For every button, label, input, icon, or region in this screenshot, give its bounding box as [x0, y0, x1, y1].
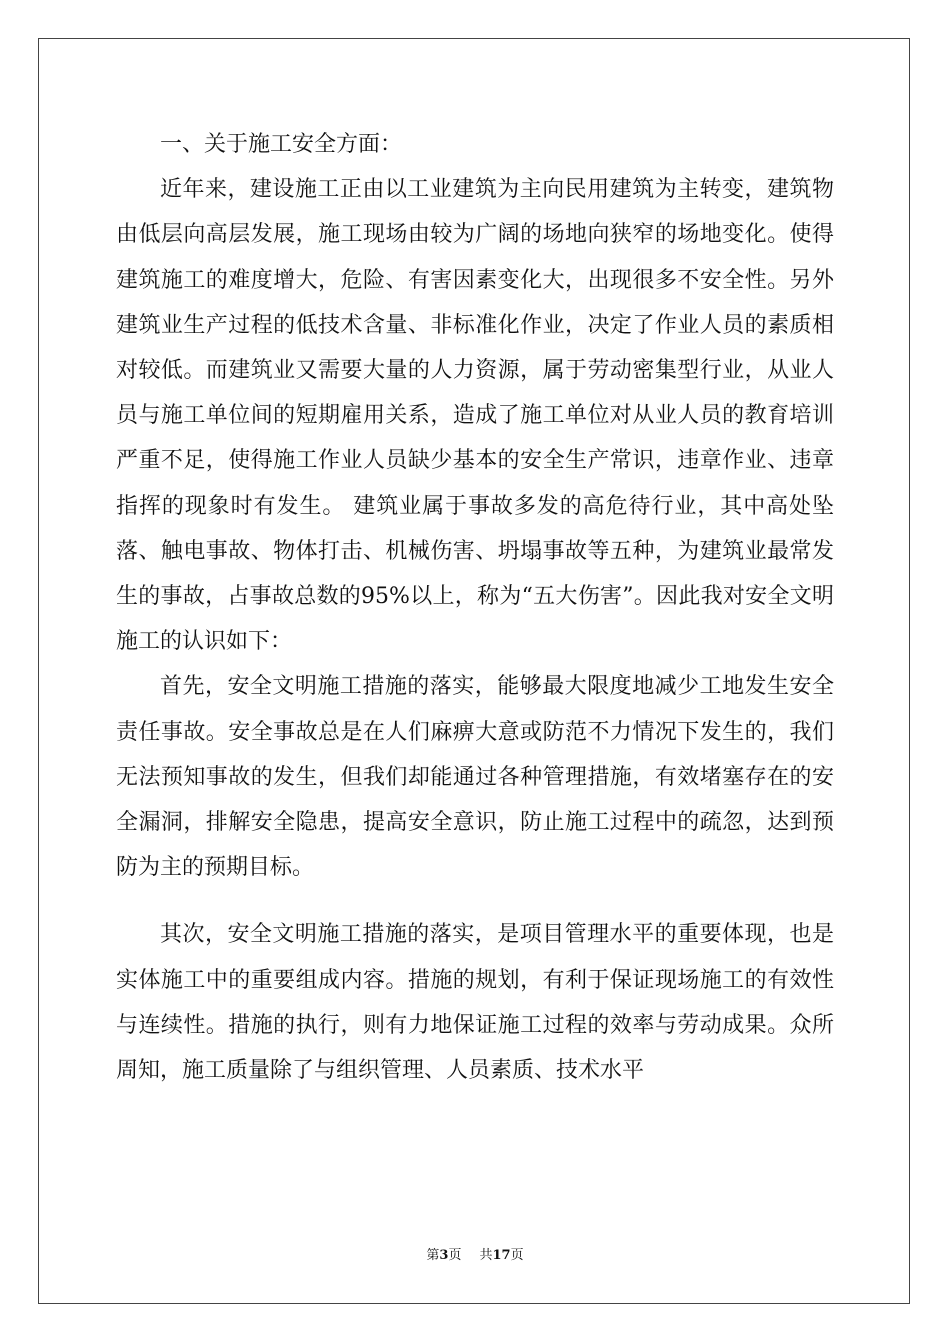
section-heading: 一、关于施工安全方面：	[160, 132, 403, 157]
total-suffix: 页	[510, 1248, 524, 1263]
paragraph-1: 近年来，建设施工正由以工业建筑为主向民用建筑为主转变，建筑物由低层向高层发展，施工现场由较为广阔的场地向狭窄的场地变化。使得建筑施工的难度增大，危险、有害因素变化大，出现很多不安全性。另外建筑业生产过程的低技术含量、非标准化作业，决定了作业人员的素质相对较低。而建筑业又需要大量的人力资源，属于劳动密集型行业，从业人员与施工单位间的短期雇用关系，造成了施工单位对从业人员的教育培训严重不足，使得施工作业人员缺少基本的安全生产常识，违章作业、违章指挥的现象时有发生。 建筑业属于事故多发的高危待行业，其中高处坠落、触电事故、物体打击、机械伤害、坍塌事故等五种，为建筑业最常发生的事故，占事故总数的95%以上，称为“五大伤害”。因此我对安全文明施工的认识如下：	[116, 177, 834, 655]
total-pages: 17	[492, 1248, 511, 1263]
page-number: 3	[439, 1248, 449, 1263]
page-prefix: 第	[426, 1248, 440, 1263]
total-prefix: 共	[479, 1248, 493, 1263]
page-footer	[0, 1244, 950, 1263]
paragraph-3: 其次，安全文明施工措施的落实，是项目管理水平的重要体现，也是实体施工中的重要组成内容。措施的规划，有利于保证现场施工的有效性与连续性。措施的执行，则有力地保证施工过程的效率与劳动成果。众所周知，施工质量除了与组织管理、人员素质、技术水平	[116, 922, 834, 1084]
document-body	[116, 122, 834, 1093]
page-suffix: 页	[448, 1248, 462, 1263]
paragraph-2: 首先，安全文明施工措施的落实，能够最大限度地减少工地发生安全责任事故。安全事故总是在人们麻痹大意或防范不力情况下发生的，我们无法预知事故的发生，但我们却能通过各种管理措施，有效堵塞存在的安全漏洞，排解安全隐患，提高安全意识，防止施工过程中的疏忽，达到预防为主的预期目标。	[116, 674, 834, 881]
